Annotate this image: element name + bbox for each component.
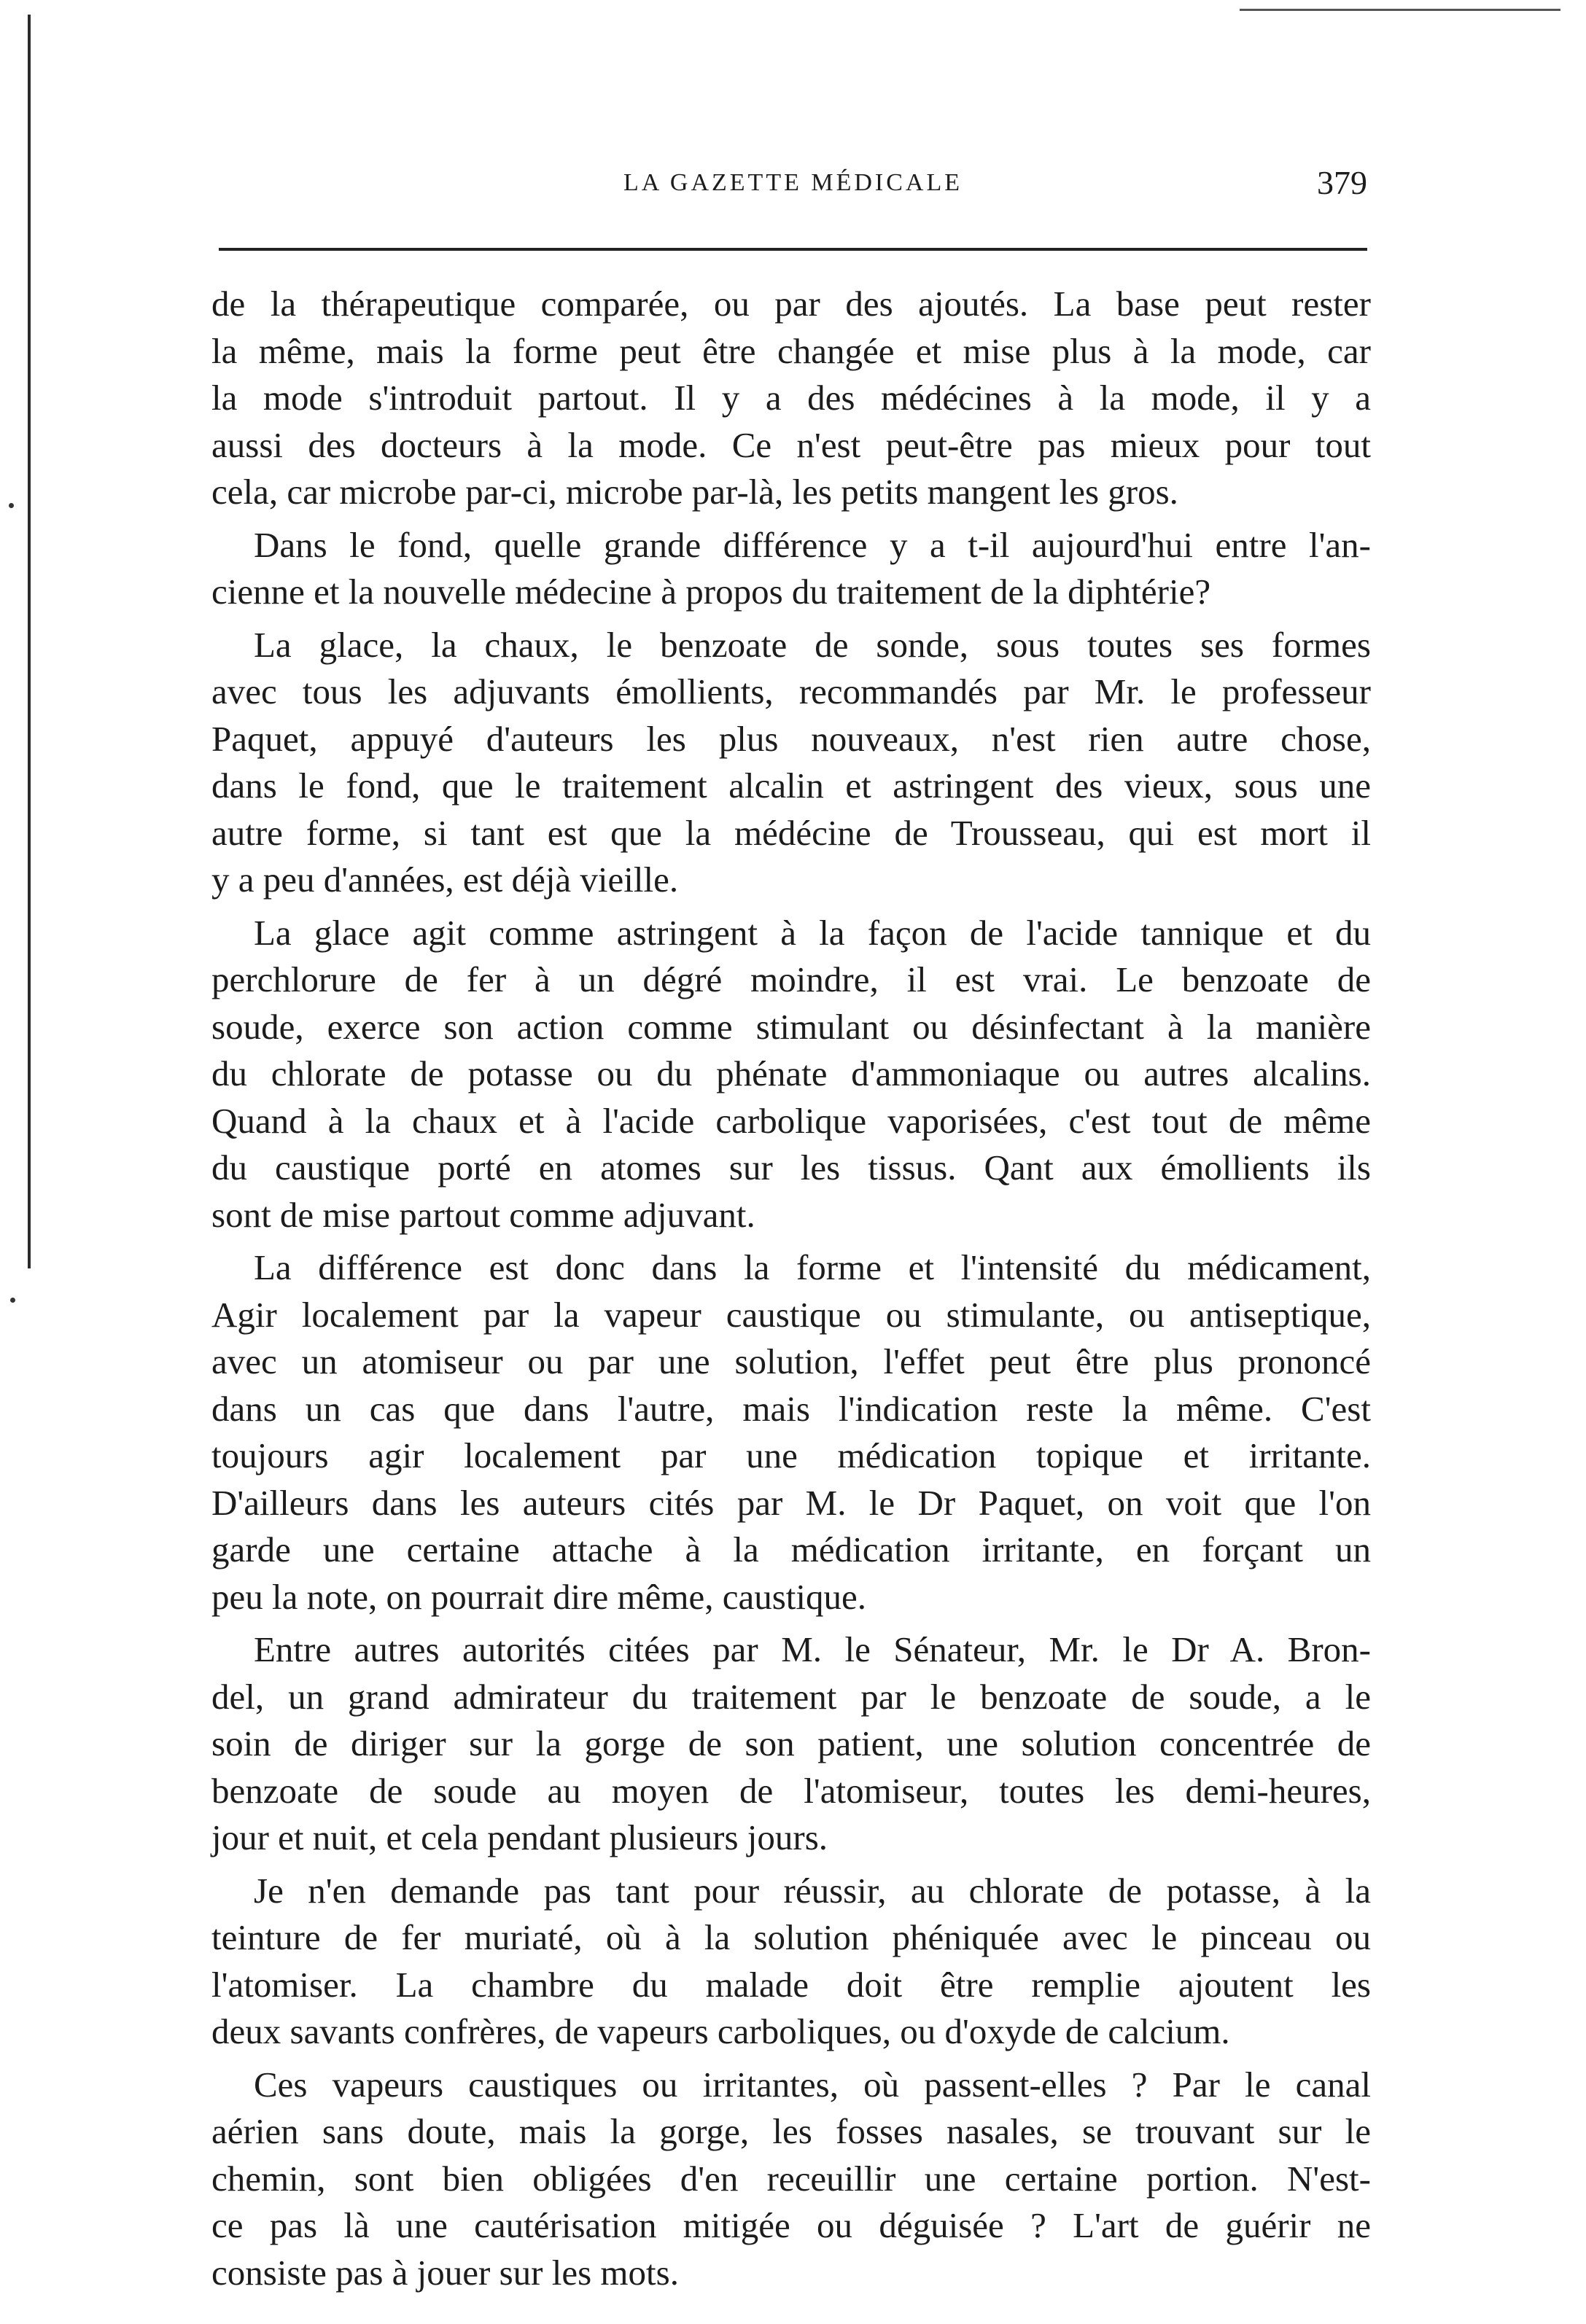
text-line: la même, mais la forme peut être changée et mise plus à la mode, car bbox=[211, 330, 1371, 371]
body-text bbox=[211, 281, 1371, 2302]
text-line: avec un atomiseur ou par une solution, l'effet peut être plus prononcé bbox=[211, 1341, 1371, 1381]
text-line: la mode s'introduit partout. Il y a des médécines à la mode, il y a bbox=[211, 378, 1371, 418]
paragraph bbox=[211, 2062, 1371, 2297]
text-line: sont de mise partout comme adjuvant. bbox=[211, 1194, 755, 1235]
header-rule bbox=[219, 248, 1367, 251]
paragraph bbox=[211, 910, 1371, 1239]
text-line: de la thérapeutique comparée, ou par des ajoutés. La base peut rester bbox=[211, 284, 1371, 324]
text-line: soin de diriger sur la gorge de son patient, une solution concentrée de bbox=[211, 1723, 1371, 1763]
page-header bbox=[219, 164, 1367, 220]
ink-speck bbox=[10, 1298, 15, 1303]
text-line: consiste pas à jouer sur les mots. bbox=[211, 2252, 679, 2293]
page-number: 379 bbox=[1317, 164, 1367, 201]
text-line: deux savants confrères, de vapeurs carboliques, ou d'oxyde de calcium. bbox=[211, 2011, 1230, 2051]
text-line: Je n'en demande pas tant pour réussir, au chlorate de potasse, à la bbox=[254, 1870, 1371, 1911]
paragraph bbox=[211, 1244, 1371, 1621]
text-line: D'ailleurs dans les auteurs cités par M. le Dr Paquet, on voit que l'on bbox=[211, 1482, 1371, 1523]
text-line: garde une certaine attache à la médication irritante, en forçant un bbox=[211, 1529, 1371, 1570]
text-line: autre forme, si tant est que la médécine de Trousseau, qui est mort il bbox=[211, 812, 1371, 853]
text-line: aussi des docteurs à la mode. Ce n'est peut-être pas mieux pour tout bbox=[211, 424, 1371, 465]
text-line: soude, exerce son action comme stimulant ou désinfectant à la manière bbox=[211, 1006, 1371, 1047]
text-line: La glace, la chaux, le benzoate de sonde, sous toutes ses formes bbox=[254, 624, 1371, 665]
text-line: perchlorure de fer à un dégré moindre, il est vrai. Le benzoate de bbox=[211, 959, 1371, 999]
text-line: du chlorate de potasse ou du phénate d'ammoniaque ou autres alcalins. bbox=[211, 1053, 1371, 1093]
text-line: cela, car microbe par-ci, microbe par-là, les petits mangent les gros. bbox=[211, 472, 1178, 512]
text-line: del, un grand admirateur du traitement par le benzoate de soude, a le bbox=[211, 1676, 1371, 1717]
text-line: Entre autres autorités citées par M. le Sénateur, Mr. le Dr A. Bron- bbox=[254, 1629, 1371, 1669]
text-line: dans un cas que dans l'autre, mais l'indication reste la même. C'est bbox=[211, 1388, 1371, 1429]
paragraph bbox=[211, 281, 1371, 516]
text-line: ce pas là une cautérisation mitigée ou déguisée ? L'art de guérir ne bbox=[211, 2205, 1371, 2245]
ink-speck bbox=[9, 503, 14, 508]
text-line: du caustique porté en atomes sur les tissus. Qant aux émollients ils bbox=[211, 1147, 1371, 1188]
text-line: benzoate de soude au moyen de l'atomiseur, toutes les demi-heures, bbox=[211, 1770, 1371, 1811]
text-line: La glace agit comme astringent à la façon de l'acide tannique et du bbox=[254, 912, 1371, 953]
text-line: Paquet, appuyé d'auteurs les plus nouveaux, n'est rien autre chose, bbox=[211, 718, 1371, 759]
text-line: aérien sans doute, mais la gorge, les fosses nasales, se trouvant sur le bbox=[211, 2111, 1371, 2151]
paragraph bbox=[211, 1868, 1371, 2056]
paragraph bbox=[211, 622, 1371, 904]
text-line: jour et nuit, et cela pendant plusieurs jours. bbox=[211, 1817, 828, 1857]
text-line: chemin, sont bien obligées d'en receuillir une certaine portion. N'est- bbox=[211, 2158, 1371, 2199]
text-line: Ces vapeurs caustiques ou irritantes, où passent-elles ? Par le canal bbox=[254, 2064, 1371, 2105]
text-line: toujours agir localement par une médication topique et irritante. bbox=[211, 1435, 1371, 1475]
text-line: cienne et la nouvelle médecine à propos du traitement de la diphtérie? bbox=[211, 572, 1211, 612]
text-line: dans le fond, que le traitement alcalin et astringent des vieux, sous une bbox=[211, 765, 1371, 806]
top-right-line bbox=[1240, 9, 1560, 11]
text-line: y a peu d'années, est déjà vieille. bbox=[211, 859, 679, 900]
text-line: Agir localement par la vapeur caustique ou stimulante, ou antiseptique, bbox=[211, 1294, 1371, 1335]
text-line: l'atomiser. La chambre du malade doit être remplie ajoutent les bbox=[211, 1964, 1371, 2005]
running-title: LA GAZETTE MÉDICALE bbox=[623, 169, 963, 196]
text-line: La différence est donc dans la forme et l'intensité du médicament, bbox=[254, 1247, 1371, 1287]
text-line: Quand à la chaux et à l'acide carbolique vaporisées, c'est tout de même bbox=[211, 1100, 1371, 1141]
paragraph bbox=[211, 522, 1371, 616]
left-margin-line bbox=[28, 15, 31, 1268]
text-line: Dans le fond, quelle grande différence y a t-il aujourd'hui entre l'an- bbox=[254, 524, 1371, 565]
text-line: peu la note, on pourrait dire même, caustique. bbox=[211, 1576, 867, 1617]
paragraph bbox=[211, 1626, 1371, 1862]
text-line: avec tous les adjuvants émollients, recommandés par Mr. le professeur bbox=[211, 671, 1371, 711]
text-line: teinture de fer muriaté, où à la solution phéniquée avec le pinceau ou bbox=[211, 1917, 1371, 1957]
